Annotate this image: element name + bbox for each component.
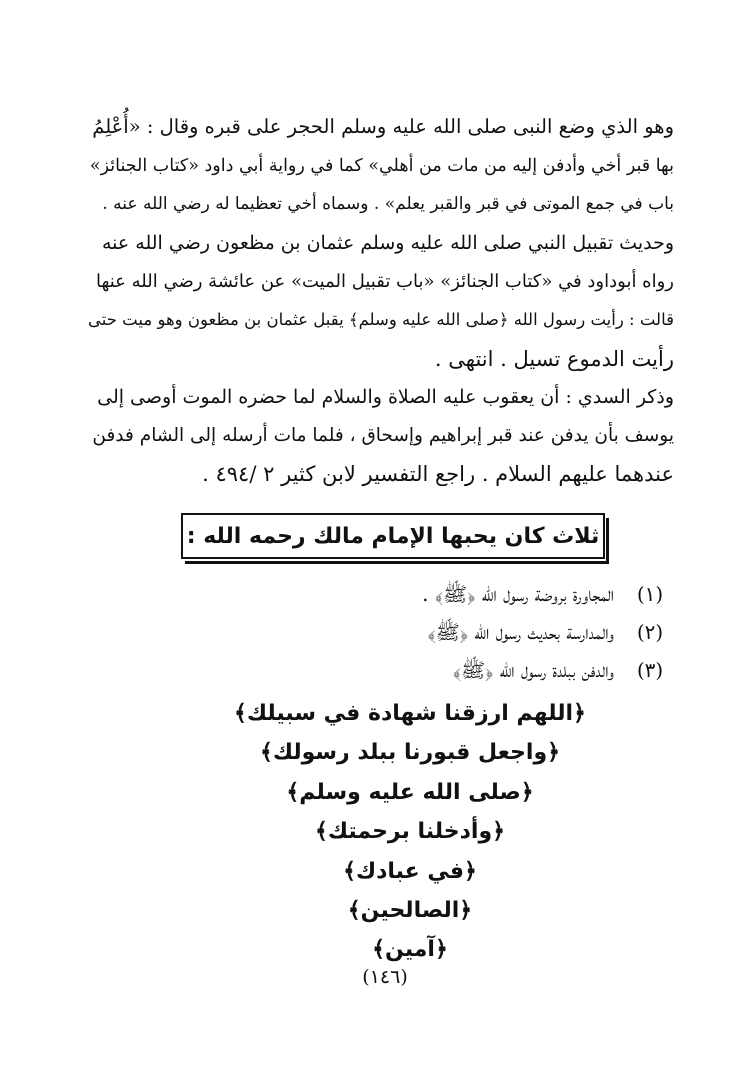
list-item-number: (٣) xyxy=(636,658,664,682)
paragraph-line: رواه أبوداود في «كتاب الجنائز» «باب تقبيل الميت» عن عائشة رضي الله عنها xyxy=(95,270,674,292)
section-heading-box xyxy=(181,513,605,559)
paragraph-line: رأيت الدموع تسيل . انتهى . xyxy=(434,346,674,371)
paragraph-burial-marker xyxy=(88,108,700,224)
section-heading: ثلاث كان يحبها الإمام مالك رحمه الله : xyxy=(186,523,600,549)
list-item-number: (٢) xyxy=(636,620,664,644)
prayer-line: ﴿الصالحين﴾ xyxy=(347,897,473,923)
paragraph-line: وذكر السدي : أن يعقوب عليه الصلاة والسلام لما حضره الموت أوصى إلى xyxy=(97,386,674,408)
paragraph-line: عندهما عليهم السلام . راجع التفسير لابن كثير ٢ /٤٩٤ . xyxy=(202,462,674,486)
paragraph-yaqub-will xyxy=(88,378,700,494)
three-things-list xyxy=(300,575,672,689)
paragraph-line: باب في جمع الموتى في قبر والقبر يعلم» . وسماه أخي تعظيما له رضي الله عنه . xyxy=(102,194,674,214)
list-item-text: المجاورة بروضة رسول الله ﴿ﷺ﴾ . xyxy=(422,582,614,606)
list-item xyxy=(300,575,672,613)
prayer-line: ﴿في عبادك﴾ xyxy=(343,858,477,884)
paragraph-line: بها قبر أخي وأدفن إليه من مات من أهلي» كما في رواية أبي داود «كتاب الجنائز» xyxy=(89,155,674,176)
prayer-line: ﴿اللهم ارزقنا شهادة في سبيلك﴾ xyxy=(234,701,586,726)
paragraph-line: وهو الذي وضع النبى صلى الله عليه وسلم الحجر على قبره وقال : «أُعْلِمُ xyxy=(92,115,674,138)
paragraph-kiss-hadith xyxy=(88,224,700,378)
list-item-number: (١) xyxy=(636,582,664,606)
prayer-line: ﴿وأدخلنا برحمتك﴾ xyxy=(314,819,506,845)
prayer-line: ﴿واجعل قبورنا ببلد رسولك﴾ xyxy=(259,740,561,766)
prayer-line: ﴿صلى الله عليه وسلم﴾ xyxy=(286,779,534,805)
list-item-text: والدفن ببلدة رسول الله ﴿ﷺ﴾ xyxy=(452,658,614,682)
prayer-line: ﴿آمين﴾ xyxy=(372,937,448,963)
paragraph-line: قالت : رأيت رسول الله ﴿صلى الله عليه وسلم﴾ يقبل عثمان بن مظعون وهو ميت حتى xyxy=(88,310,674,329)
list-item-text: والمدارسة بحديث رسول الله ﴿ﷺ﴾ xyxy=(427,620,614,644)
paragraph-line: وحديث تقبيل النبي صلى الله عليه وسلم عثمان بن مظعون رضي الله عنه xyxy=(101,232,674,254)
list-item xyxy=(300,651,672,689)
list-item xyxy=(300,613,672,651)
closing-prayer xyxy=(150,694,670,970)
paragraph-line: يوسف بأن يدفن عند قبر إبراهيم وإسحاق ، فلما مات أرسله إلى الشام فدفن xyxy=(92,424,674,446)
page-number: (١٤٦) xyxy=(362,966,408,988)
